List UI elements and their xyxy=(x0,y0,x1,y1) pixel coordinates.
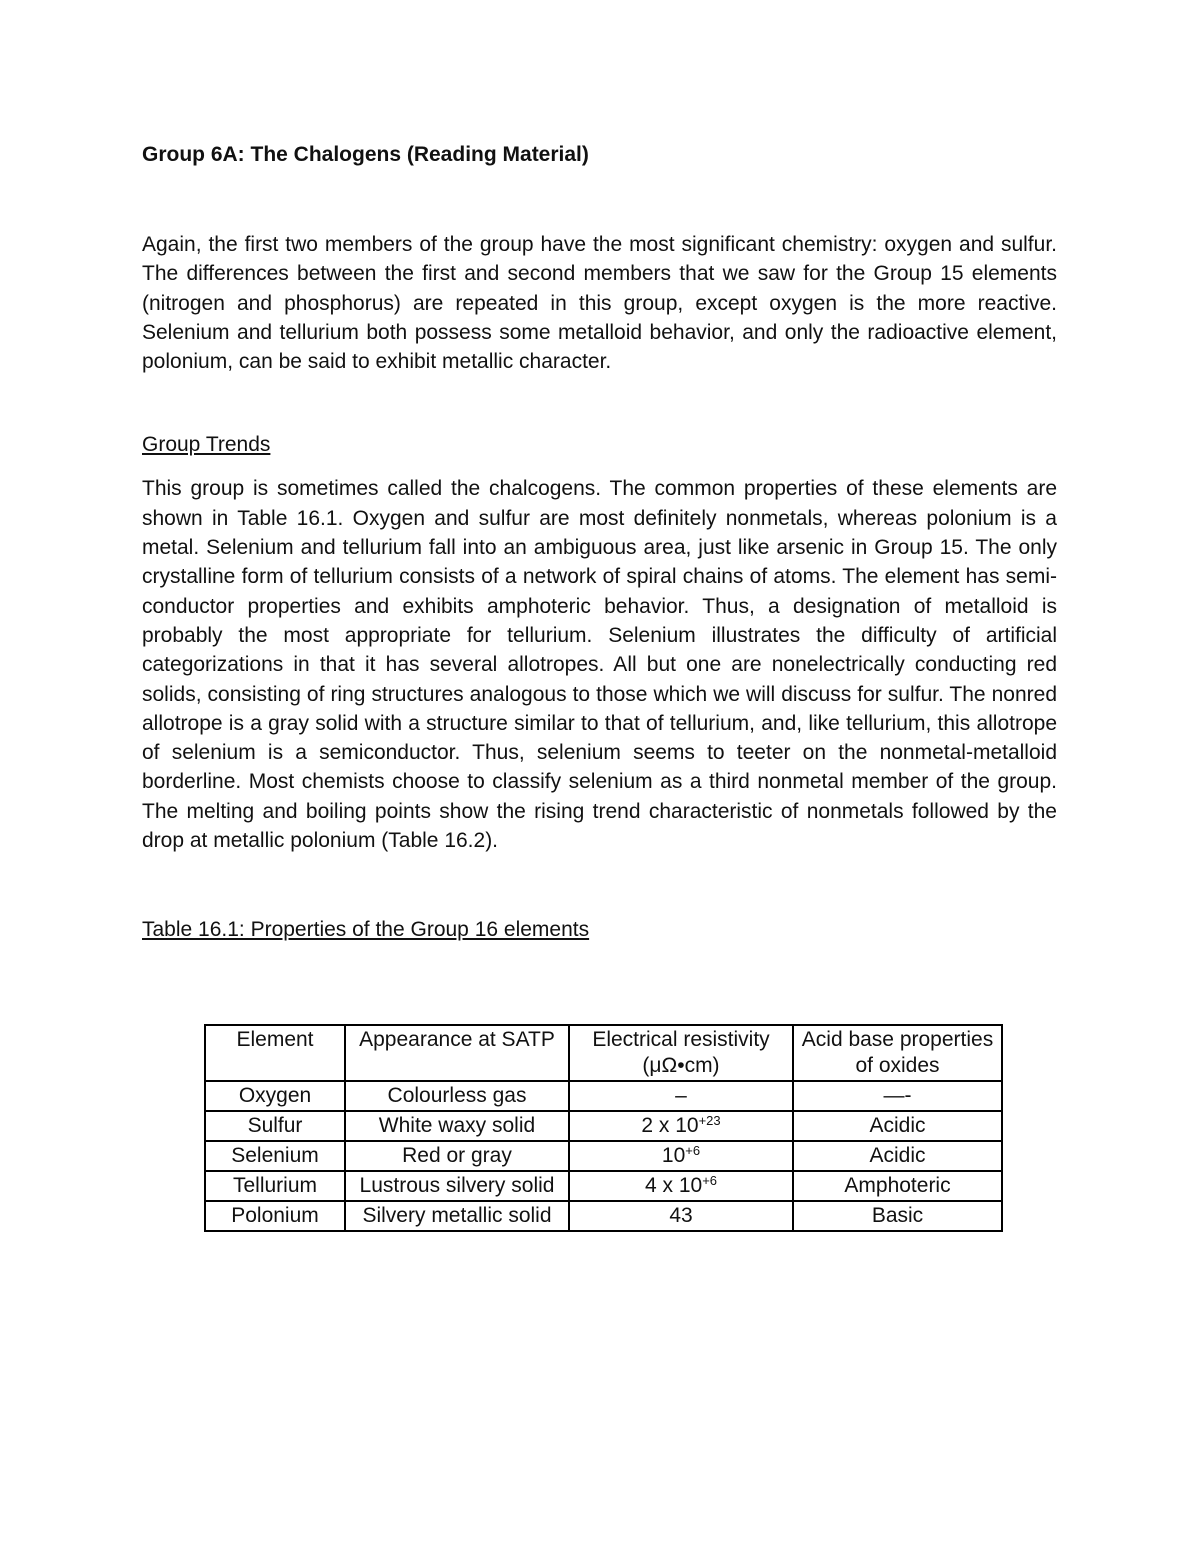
cell-element: Sulfur xyxy=(205,1111,345,1141)
table-row xyxy=(205,1201,1002,1231)
trends-paragraph: This group is sometimes called the chalcogens. The common properties of these elements are shown in Table 16.1. Oxygen and sulfur are most definitely nonmetals, whereas polonium is a metal. Selenium and tellurium fall into an ambiguous area, just like arsenic in Group 15. The only crystalline form of tellurium consists of a network of spiral chains of atoms. The element has semi-conductor properties and exhibits amphoteric behavior. Thus, a designation of metalloid is probably the most appropriate for tellurium. Selenium illustrates the difficulty of artificial categorizations in that it has several allotropes. All but one are nonelectrically conducting red solids, consisting of ring structures analogous to those which we will discuss for sulfur. The nonred allotrope is a gray solid with a structure similar to that of tellurium, and, like tellurium, this allotrope of selenium is a semiconductor. Thus, selenium seems to teeter on the nonmetal-metalloid borderline. Most chemists choose to classify selenium as a third nonmetal member of the group. The melting and boiling points show the rising trend characteristic of nonmetals followed by the drop at metallic polonium (Table 16.2). xyxy=(142,477,1057,853)
cell-resistivity xyxy=(569,1081,793,1111)
resistivity-base: 4 x 10 xyxy=(644,1174,703,1197)
table-row xyxy=(205,1171,1002,1201)
table-row xyxy=(205,1081,1002,1111)
cell-element: Oxygen xyxy=(205,1081,345,1111)
resistivity-exponent: +6 xyxy=(702,1173,718,1188)
document-title: Group 6A: The Chalogens (Reading Material) xyxy=(142,143,589,166)
cell-appearance: Colourless gas xyxy=(345,1081,569,1111)
resistivity-base: 10 xyxy=(661,1144,686,1167)
header-acid-base: Acid base properties of oxides xyxy=(793,1025,1002,1081)
header-element: Element xyxy=(205,1025,345,1081)
cell-element: Polonium xyxy=(205,1201,345,1231)
cell-acid-base: Acidic xyxy=(793,1141,1002,1171)
header-resistivity: Electrical resistivity (μΩ•cm) xyxy=(569,1025,793,1081)
header-appearance: Appearance at SATP xyxy=(345,1025,569,1081)
cell-appearance: Silvery metallic solid xyxy=(345,1201,569,1231)
table-row xyxy=(205,1141,1002,1171)
resistivity-base: 2 x 10 xyxy=(641,1114,699,1137)
cell-resistivity xyxy=(569,1171,793,1201)
cell-resistivity xyxy=(569,1111,793,1141)
resistivity-exponent: +23 xyxy=(698,1113,721,1128)
intro-paragraph: Again, the first two members of the group have the most significant chemistry: oxygen and sulfur. The differences between the first and second members that we saw for the Group 15 elements (nitrogen and phosphorus) are repeated in this group, except oxygen is the more reactive. Selenium and tellurium both possess some metalloid behavior, and only the radioactive element, polonium, can be said to exhibit metallic character. xyxy=(142,233,1057,374)
cell-resistivity xyxy=(569,1201,793,1231)
section-heading: Group Trends xyxy=(142,433,271,457)
cell-acid-base: Basic xyxy=(793,1201,1002,1231)
properties-table xyxy=(204,1024,1003,1232)
cell-element: Selenium xyxy=(205,1141,345,1171)
cell-appearance: White waxy solid xyxy=(345,1111,569,1141)
table-caption: Table 16.1: Properties of the Group 16 elements xyxy=(142,918,590,942)
document-page xyxy=(142,140,1057,1227)
cell-acid-base: Amphoteric xyxy=(793,1171,1002,1201)
resistivity-base: – xyxy=(675,1084,687,1107)
cell-appearance: Lustrous silvery solid xyxy=(345,1171,569,1201)
table-header-row xyxy=(205,1025,1002,1081)
resistivity-base: 43 xyxy=(669,1204,693,1227)
cell-acid-base: —- xyxy=(793,1081,1002,1111)
table-row xyxy=(205,1111,1002,1141)
cell-element: Tellurium xyxy=(205,1171,345,1201)
cell-appearance: Red or gray xyxy=(345,1141,569,1171)
cell-acid-base: Acidic xyxy=(793,1111,1002,1141)
resistivity-exponent: +6 xyxy=(685,1143,701,1158)
cell-resistivity xyxy=(569,1141,793,1171)
